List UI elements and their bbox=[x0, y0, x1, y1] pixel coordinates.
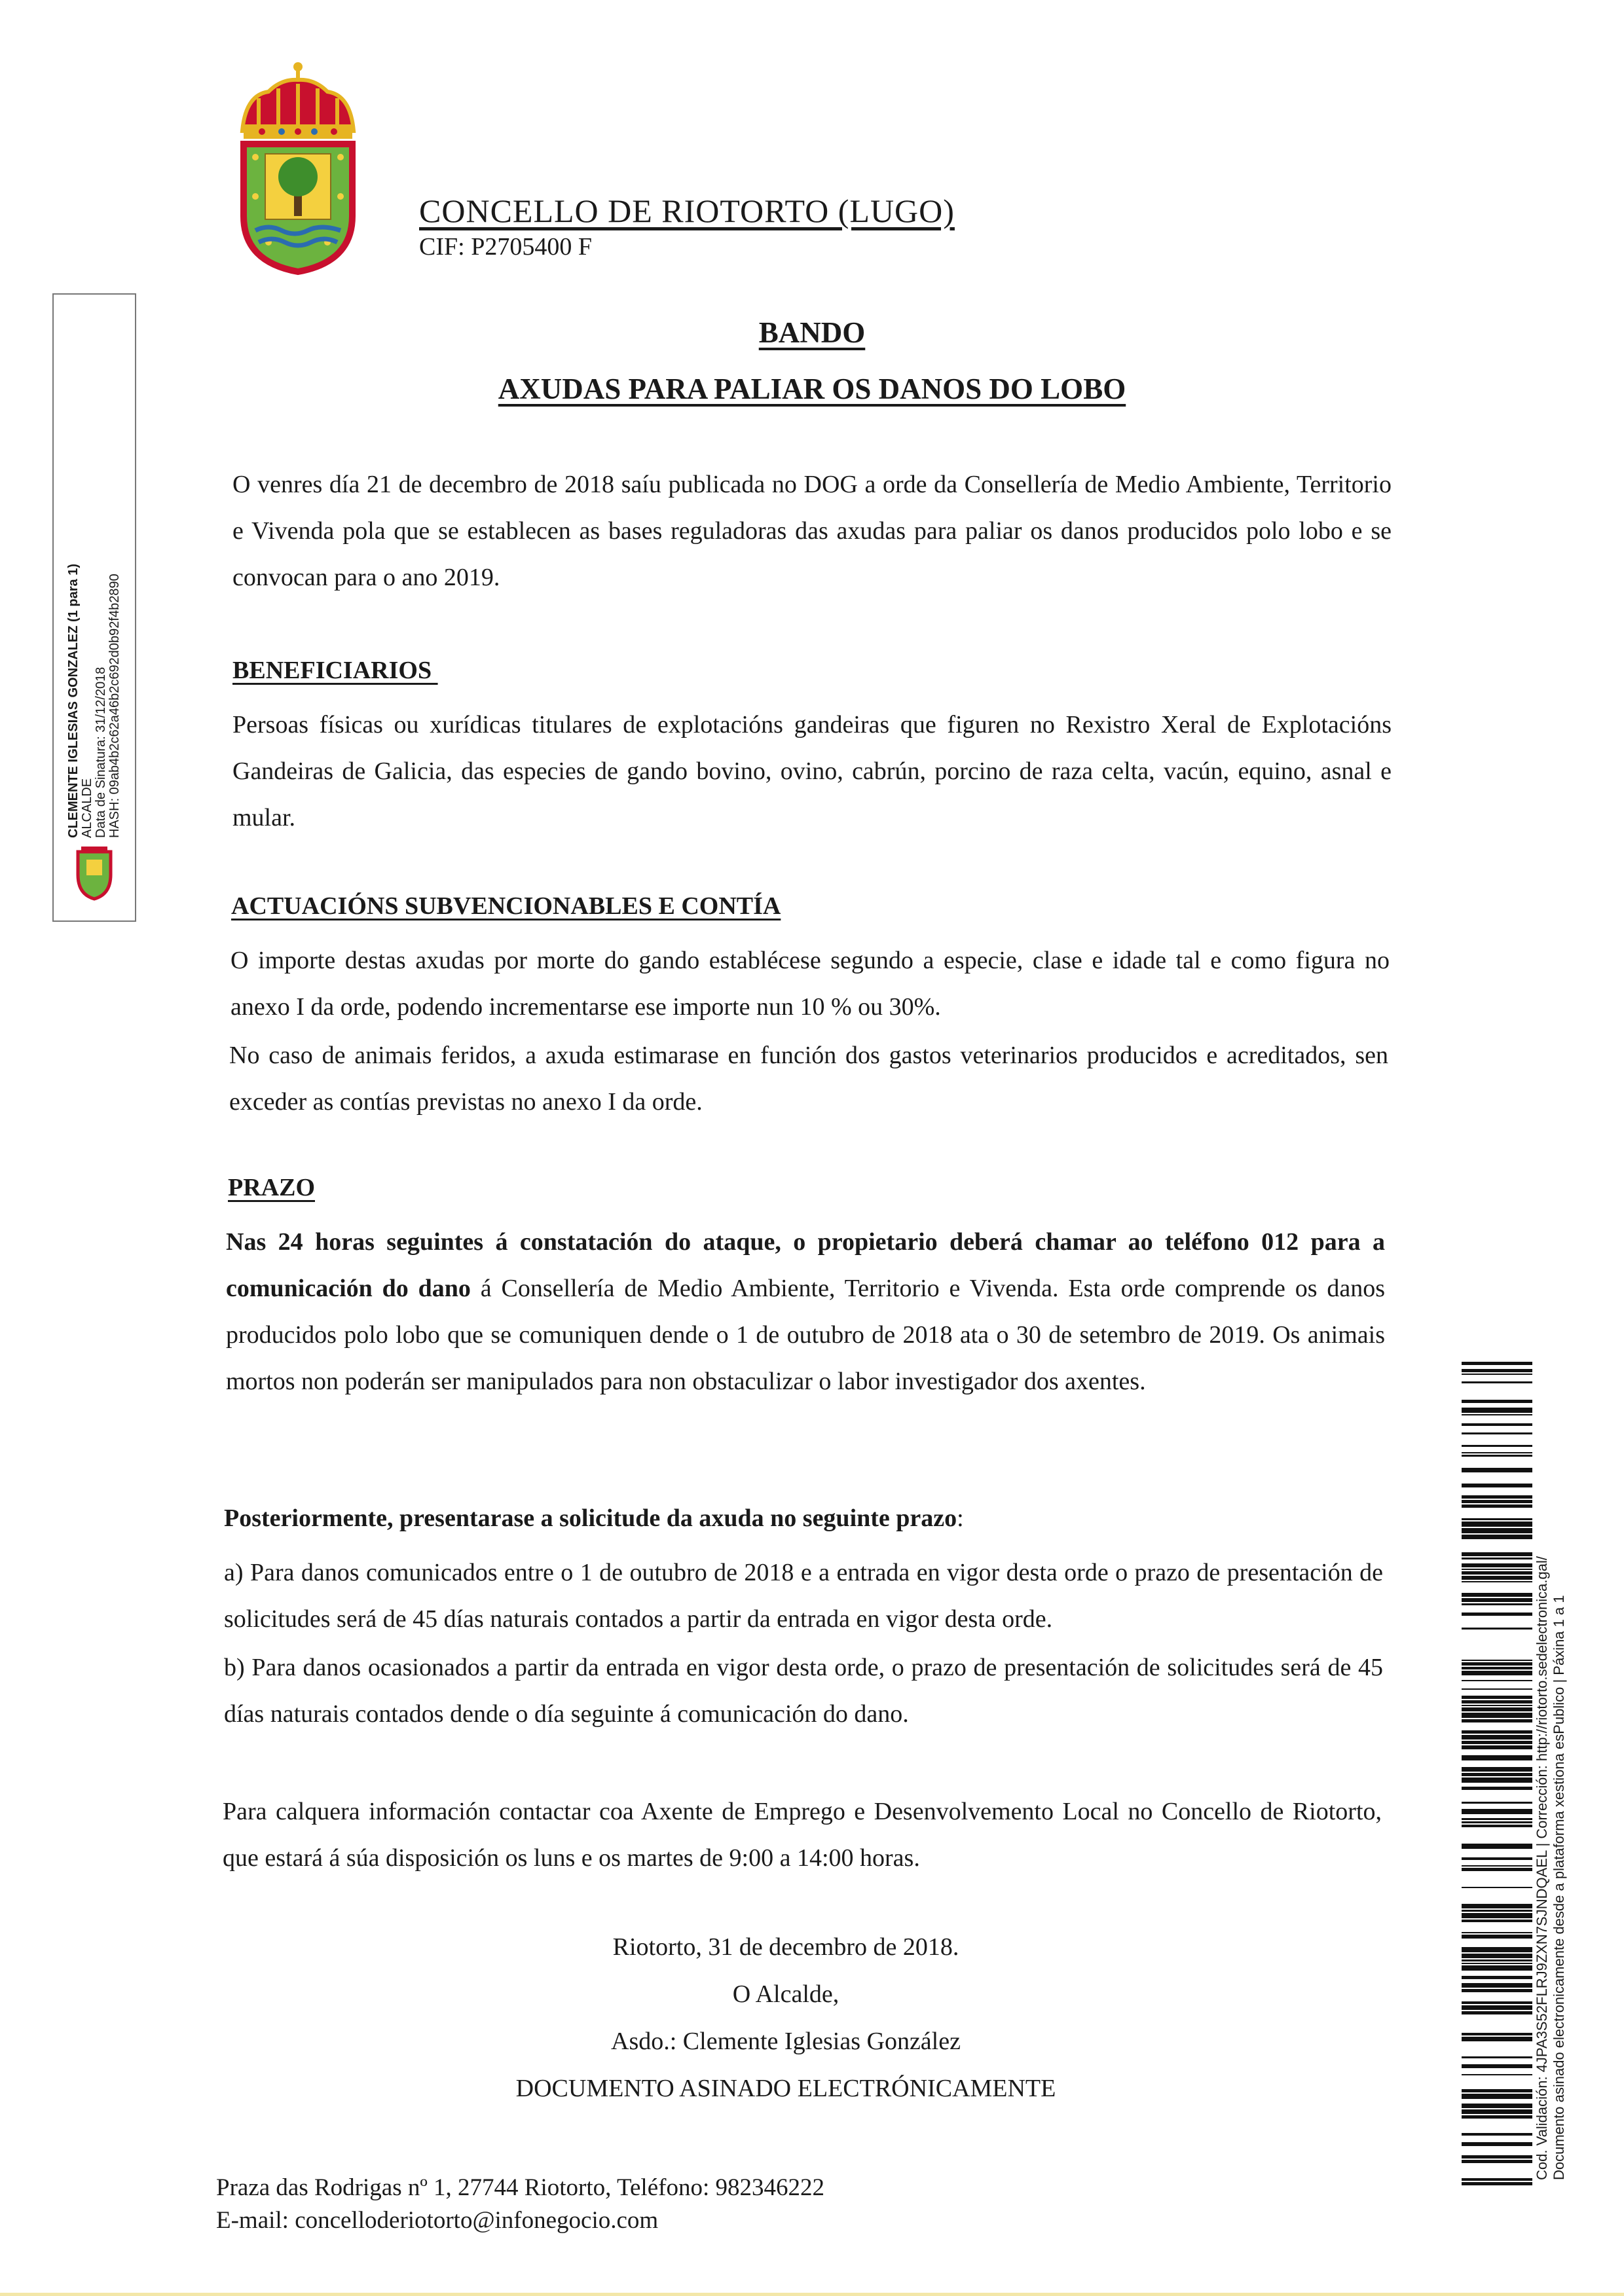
barcode-bar bbox=[1462, 1887, 1532, 1888]
barcode-bar bbox=[1462, 1414, 1532, 1415]
barcode-bar bbox=[1462, 1504, 1532, 1508]
barcode-bar bbox=[1462, 1868, 1532, 1871]
barcode-bar bbox=[1462, 1598, 1532, 1602]
barcode-bar bbox=[1462, 1920, 1532, 1922]
barcode-bar bbox=[1462, 1935, 1532, 1939]
barcode-bar bbox=[1462, 2037, 1532, 2041]
barcode-bar bbox=[1462, 1362, 1532, 1365]
signature-date: Riotorto, 31 de decembro de 2018. bbox=[612, 1933, 959, 1961]
barcode-bar bbox=[1462, 2182, 1532, 2185]
barcode-bar bbox=[1462, 1777, 1532, 1783]
posteriormente-item-b: b) Para danos ocasionados a partir da entrada en vigor desta orde, o prazo de presentación de solicitudes será de 45 días naturais contados dende o día seguinte á comunicación do dano. bbox=[224, 1654, 1383, 1728]
barcode-bar bbox=[1462, 1755, 1532, 1760]
footer-address: Praza das Rodrigas nº 1, 27744 Riotorto, Teléfono: 982346222 bbox=[216, 2174, 824, 2201]
barcode-bar bbox=[1462, 1552, 1532, 1556]
actuacions-paragraph-2: No caso de animais feridos, a axuda estimarase en función dos gastos veterinarios producidos e acreditados, sen exceder as contías previstas no anexo I da orde. bbox=[229, 1042, 1388, 1116]
barcode-bar bbox=[1462, 1688, 1532, 1690]
posteriormente-intro bbox=[224, 1504, 964, 1533]
barcode-bar bbox=[1462, 1667, 1532, 1669]
barcode-bar bbox=[1462, 1680, 1532, 1681]
barcode-bar bbox=[1462, 2104, 1532, 2108]
barcode-bar bbox=[1462, 1959, 1532, 1961]
barcode-bar bbox=[1462, 2089, 1532, 2092]
barcode-bar bbox=[1462, 1500, 1532, 1503]
actuacions-paragraph-1: O importe destas axudas por morte do gando establécese segundo a especie, clase e idade tal e como figura no anexo I da orde, podendo incrementarse ese importe nun 10 % ou 30%. bbox=[231, 947, 1390, 1021]
barcode-bar bbox=[1462, 1455, 1532, 1457]
barcode-bar bbox=[1462, 1904, 1532, 1908]
barcode-bar bbox=[1462, 1730, 1532, 1734]
barcode-bar bbox=[1462, 1932, 1532, 1933]
barcode-bar bbox=[1462, 1696, 1532, 1699]
barcode-bar bbox=[1462, 1809, 1532, 1814]
posteriormente-intro-bold: Posteriormente, presentarase a solicitude da axuda no seguinte prazo bbox=[224, 1504, 957, 1532]
barcode-bar bbox=[1462, 1571, 1532, 1575]
barcode-bar bbox=[1462, 1613, 1532, 1616]
validation-line-1: Cod. Validación: 4JPA3S52FLRJ9ZXN7SJNDQAEL | Corrección: http://riotorto.sedelectronica.gal/ bbox=[1534, 1556, 1550, 2180]
barcode-bar bbox=[1462, 1369, 1532, 1372]
signature-stamp bbox=[52, 293, 136, 922]
barcode-bar bbox=[1462, 1745, 1532, 1749]
barcode-bar bbox=[1462, 1432, 1532, 1434]
barcode-bar bbox=[1462, 1522, 1532, 1527]
barcode-bar bbox=[1462, 1400, 1532, 1403]
barcode-bar bbox=[1462, 1821, 1532, 1823]
footer-email: E-mail: concelloderiotorto@infonegocio.com bbox=[216, 2207, 659, 2234]
signature-role: O Alcalde, bbox=[732, 1980, 840, 2008]
barcode-bar bbox=[1462, 1735, 1532, 1740]
intro-paragraph: O venres día 21 de decembro de 2018 saíu publicada no DOG a orde da Consellería de Medio Ambiente, Territorio e Vivenda pola que se establecen as bases reguladoras das axudas para paliar os danos producidos polo lobo e se convocan para o ano 2019. bbox=[232, 471, 1392, 591]
beneficiarios-paragraph: Persoas físicas ou xurídicas titulares de explotacións gandeiras que figuren no Rexistro Xeral de Explotacións Gandeiras de Galicia, das especies de gando bovino, ovino, cabrún, porcino de raza celta, vacún, equino, asnal e mular. bbox=[232, 711, 1392, 831]
barcode-bar bbox=[1462, 1947, 1532, 1952]
barcode-bar bbox=[1462, 1983, 1532, 1988]
barcode-bar bbox=[1462, 1660, 1532, 1661]
barcode-bar bbox=[1462, 2064, 1532, 2068]
barcode-bar bbox=[1462, 2109, 1532, 2114]
barcode-bar bbox=[1462, 1825, 1532, 1827]
barcode-bar bbox=[1462, 1910, 1532, 1912]
coat-of-arms-icon bbox=[229, 59, 367, 275]
barcode-bar bbox=[1462, 1963, 1532, 1964]
barcode-bar bbox=[1462, 1468, 1532, 1472]
barcode-bar bbox=[1462, 1671, 1532, 1675]
barcode-bar bbox=[1462, 1844, 1532, 1849]
council-title: CONCELLO DE RIOTORTO (LUGO) bbox=[419, 192, 955, 229]
barcode-bar bbox=[1462, 1593, 1532, 1597]
barcode-bar bbox=[1462, 1976, 1532, 1979]
signature-name: Asdo.: Clemente Iglesias González bbox=[611, 2028, 961, 2055]
barcode-bar bbox=[1462, 1452, 1532, 1453]
barcode-bar bbox=[1462, 1381, 1532, 1383]
barcode-icon bbox=[1462, 1362, 1532, 2187]
barcode-bar bbox=[1462, 1628, 1532, 1630]
barcode-bar bbox=[1462, 2011, 1532, 2014]
barcode-bar bbox=[1462, 1518, 1532, 1520]
barcode-bar bbox=[1462, 1965, 1532, 1971]
barcode-bar bbox=[1462, 2074, 1532, 2075]
info-paragraph: Para calquera información contactar coa Axente de Emprego e Desenvolvemento Local no Concello de Riotorto, que estará á súa disposición os luns e os martes de 9:00 a 14:00 horas. bbox=[223, 1798, 1382, 1872]
barcode-bar bbox=[1462, 2033, 1532, 2035]
barcode-bar bbox=[1462, 1581, 1532, 1582]
signature-document-note: DOCUMENTO ASINADO ELECTRÓNICAMENTE bbox=[515, 2075, 1056, 2102]
posteriormente-item-a: a) Para danos comunicados entre o 1 de outubro de 2018 e a entrada en vigor desta orde o prazo de presentación de solicitudes será de 45 días naturais contados a partir da entrada en vigor desta orde. bbox=[224, 1559, 1383, 1633]
page-bottom-border bbox=[0, 2293, 1624, 2296]
barcode-bar bbox=[1462, 1802, 1532, 1804]
prazo-heading: PRAZO bbox=[228, 1174, 315, 1201]
barcode-bar bbox=[1462, 2155, 1532, 2159]
barcode-bar bbox=[1462, 1857, 1532, 1860]
barcode-bar bbox=[1462, 1495, 1532, 1499]
barcode-bar bbox=[1462, 1741, 1532, 1744]
validation-line-2: Documento asinado electronicamente desde a plataforma xestiona esPublico | Páxina 1 a 1 bbox=[1551, 1595, 1567, 2180]
barcode-bar bbox=[1462, 2005, 1532, 2010]
prazo-paragraph bbox=[226, 1219, 1385, 1405]
barcode-bar bbox=[1462, 2001, 1532, 2004]
barcode-bar bbox=[1462, 1558, 1532, 1559]
validation-text bbox=[1534, 1362, 1593, 2187]
barcode-bar bbox=[1462, 1374, 1532, 1375]
prazo-bold-text: Nas 24 horas seguintes á constatación do ataque, o propietario deberá chamar ao teléfono 012 para a comunicación do dano bbox=[226, 1228, 1385, 1302]
prazo-rest-text: á Consellería de Medio Ambiente, Territorio e Vivenda. Esta orde comprende os danos producidos polo lobo que se comuniquen dende o 1 de outubro de 2018 ata o 30 de setembro de 2019. Os animais mortos non poderán ser manipulados para non obstaculizar o labor investigador dos axentes. bbox=[226, 1275, 1385, 1395]
stamp-signer-role: ALCALDE bbox=[80, 778, 94, 838]
barcode-bar bbox=[1462, 2133, 1532, 2136]
actuacions-heading: ACTUACIÓNS SUBVENCIONABLES E CONTÍA bbox=[231, 892, 781, 920]
barcode-bar bbox=[1462, 1787, 1532, 1790]
barcode-bar bbox=[1462, 1563, 1532, 1567]
barcode-bar bbox=[1462, 1989, 1532, 1992]
barcode-bar bbox=[1462, 1865, 1532, 1867]
barcode-bar bbox=[1462, 2178, 1532, 2181]
signature-stamp-text bbox=[54, 295, 138, 923]
stamp-signer-name: CLEMENTE IGLESIAS GONZALEZ (1 para 1) bbox=[66, 564, 81, 838]
barcode-bar bbox=[1462, 1954, 1532, 1958]
document-title: BANDO bbox=[758, 316, 866, 349]
barcode-bar bbox=[1462, 1713, 1532, 1718]
barcode-bar bbox=[1462, 1767, 1532, 1772]
barcode-bar bbox=[1462, 1913, 1532, 1918]
barcode-bar bbox=[1462, 2142, 1532, 2146]
stamp-hash: HASH: 09ab4b2c62a46b2c692d0b92f4b2890 bbox=[107, 574, 122, 838]
barcode-bar bbox=[1462, 1569, 1532, 1570]
barcode-bar bbox=[1462, 1408, 1532, 1413]
beneficiarios-heading: BENEFICIARIOS bbox=[232, 657, 438, 684]
barcode-bar bbox=[1462, 1719, 1532, 1722]
posteriormente-intro-colon: : bbox=[957, 1504, 964, 1532]
barcode-bar bbox=[1462, 2115, 1532, 2119]
barcode-bar bbox=[1462, 2160, 1532, 2163]
document-subtitle: AXUDAS PARA PALIAR OS DANOS DO LOBO bbox=[498, 373, 1126, 405]
barcode-bar bbox=[1462, 1445, 1532, 1447]
validation-code bbox=[1534, 1362, 1593, 2187]
barcode-bar bbox=[1462, 1662, 1532, 1666]
barcode-bar bbox=[1462, 1576, 1532, 1580]
barcode-bar bbox=[1462, 1603, 1532, 1605]
stamp-signature-date: Data de Sinatura: 31/12/2018 bbox=[94, 666, 108, 838]
barcode-bar bbox=[1462, 1528, 1532, 1533]
barcode-bar bbox=[1462, 1818, 1532, 1820]
barcode-bar bbox=[1462, 1535, 1532, 1539]
barcode-bar bbox=[1462, 1705, 1532, 1706]
barcode-bar bbox=[1462, 1773, 1532, 1776]
barcode-bar bbox=[1462, 2094, 1532, 2099]
barcode-bar bbox=[1462, 1700, 1532, 1704]
barcode-bar bbox=[1462, 2056, 1532, 2058]
barcode-bar bbox=[1462, 1707, 1532, 1711]
barcode-bar bbox=[1462, 1484, 1532, 1487]
stamp-coat-of-arms-icon bbox=[68, 845, 120, 901]
council-cif: CIF: P2705400 F bbox=[419, 233, 592, 261]
barcode-bar bbox=[1462, 1423, 1532, 1426]
